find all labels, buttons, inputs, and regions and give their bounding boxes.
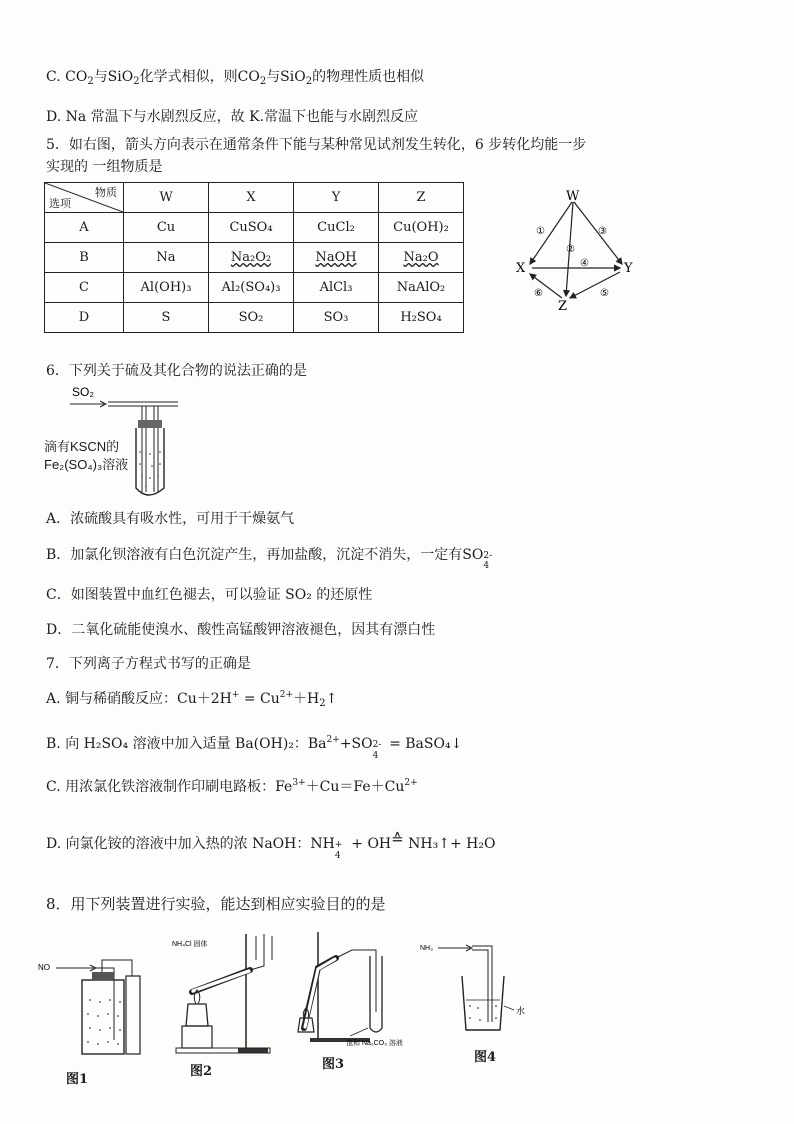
table-row [45,273,464,303]
row-option: C [45,273,124,303]
table-row [45,303,464,333]
cell-w: S [124,303,209,333]
cell-x: Al₂(SO₄)₃ [209,273,294,303]
cell-z: Na₂O [379,243,464,273]
cell-y: AlCl₃ [294,273,379,303]
node-z: Z [558,299,568,314]
label-6: ⑥ [534,288,543,299]
q7-option-c: C. 用浓氯化铁溶液制作印刷电路板：$Fe^{3+}+Cu=Fe+Cu^{2+}$ [46,778,418,795]
column-header-w: W [124,183,209,213]
figure-4-caption: 图4 [474,1050,497,1065]
stopper [138,420,162,428]
node-x: X [516,261,526,276]
cell-y: CuCl₂ [294,213,379,243]
test-tube [136,428,164,495]
reagent-label [44,438,128,474]
row-option: B [45,243,124,273]
q7-stem: 7．下列离子方程式书写的正确是 [46,656,251,672]
cell-z: H₂SO₄ [379,303,464,333]
so2-label: SO₂ [72,385,94,399]
cell-x: CuSO₄ [209,213,294,243]
fig1-gas-label: NO [38,963,50,972]
figure-3-caption: 图3 [322,1057,345,1072]
figure-3-apparatus [290,928,420,1050]
fig2-solid-label: NH₄Cl 固体 [172,941,208,948]
q5-stem-line1: 5．如右图，箭头方向表示在通常条件下能与某种常见试剂发生转化，6 步转化均能一步 [46,137,587,153]
cell-w: Cu [124,213,209,243]
graduated-cylinder [126,976,140,1054]
q5-options-table [44,182,464,333]
header-option: 选项 [49,197,71,210]
column-header-x: X [209,183,294,213]
figure-2-apparatus [168,930,278,1056]
table-row [45,243,464,273]
label-4: ④ [580,258,589,269]
conversion-diagram [510,188,650,318]
gas-washing-bottle [82,980,124,1054]
reagent-line-2: Fe₂(SO₄)₃溶液 [44,457,129,472]
q5-stem-line2: 实现的 一组物质是 [46,159,163,175]
figure-1-caption: 图1 [66,1072,89,1087]
fig3-solution-label: 饱和 Na₂CO₃ 溶液 [346,1040,403,1047]
node-y: Y [624,261,633,276]
q6-option-a: A．浓硫酸具有吸水性，可用于干燥氨气 [46,511,295,527]
header-substance: 物质 [95,186,117,199]
reagent-line-1: 滴有KSCN的 [44,439,120,454]
table-diagonal-header [45,183,124,213]
alcohol-lamp [186,1004,208,1026]
label-1: ① [536,226,545,237]
node-w: W [566,189,580,204]
cell-z: NaAlO₂ [379,273,464,303]
q6-option-c: C．如图装置中血红色褪去，可以验证 SO₂ 的还原性 [46,587,373,603]
q6-option-d: D．二氧化硫能使溴水、酸性高锰酸钾溶液褪色，因其有漂白性 [46,622,436,638]
q7-option-a: A. 铜与稀硝酸反应：$Cu+2H^+ = Cu^{2+}+H_2↑$ [46,690,338,709]
cell-w: Na [124,243,209,273]
row-option: D [45,303,124,333]
q4-option-d: D. Na 常温下与水剧烈反应，故 K.常温下也能与水剧烈反应 [46,109,419,125]
q8-stem: 8．用下列装置进行实验，能达到相应实验目的的是 [46,895,386,913]
label-3: ③ [598,226,607,237]
label-2: ② [566,244,575,255]
cell-w: Al(OH)₃ [124,273,209,303]
row-option: A [45,213,124,243]
cell-y: NaOH [294,243,379,273]
label-5: ⑤ [600,288,609,299]
cell-x: SO₂ [209,303,294,333]
figure-2-caption: 图2 [190,1064,213,1079]
figure-4-apparatus [420,936,530,1042]
q7-option-d: D. 向氯化铵的溶液中加入热的浓 NaOH：NH + 4 + OH≙ NH₃↑+ H₂O [46,830,496,861]
q6-stem: 6．下列关于硫及其化合物的说法正确的是 [46,363,307,379]
q7-option-b: B. 向 H₂SO₄ 溶液中加入适量 Ba(OH)₂：$Ba^{2+}+SO$ 2- 4 = BaSO₄↓ [46,735,463,761]
arrow-y-z [570,272,620,298]
figure-1-apparatus [36,940,166,1060]
cell-y: SO₃ [294,303,379,333]
q4-option-c: C. $CO_2$与SiO$_2$化学式相似，则$CO_2$与SiO$_2$的物理性质也相似 [46,69,425,87]
cell-x: Na₂O₂ [209,243,294,273]
cell-z: Cu(OH)₂ [379,213,464,243]
column-header-z: Z [379,183,464,213]
column-header-y: Y [294,183,379,213]
fig4-water-label: 水 [516,1007,526,1017]
beaker [462,976,504,1030]
q6-option-b: B．加氯化钡溶液有白色沉淀产生，再加盐酸，沉淀不消失，一定有SO 2- 4 [46,547,493,571]
table-row [45,213,464,243]
fig4-gas-label: NH₃ [420,945,433,952]
